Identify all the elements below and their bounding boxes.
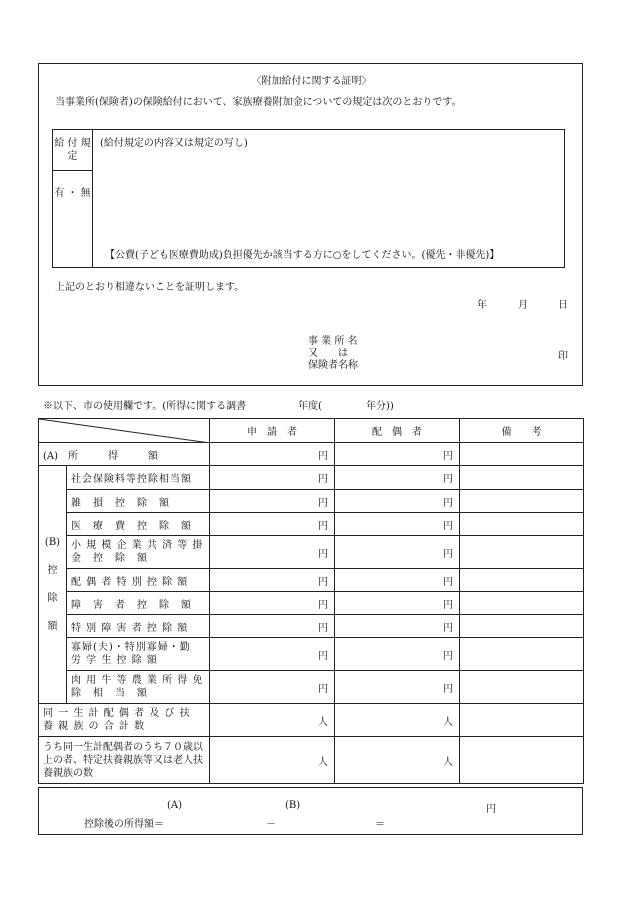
table-row xyxy=(39,536,584,569)
deduction-spouse-cell[interactable]: 円 xyxy=(335,615,460,638)
table-row xyxy=(39,671,584,704)
deduction-spouse-cell[interactable]: 円 xyxy=(335,466,460,490)
header-diagonal-cell xyxy=(39,419,210,443)
elderly-spouse-cell[interactable]: 人 xyxy=(335,737,460,784)
formula-b-label: (B) xyxy=(285,800,301,811)
table-row xyxy=(39,490,584,513)
office-line-3: 保険者名称 xyxy=(308,360,358,371)
deduction-remarks-cell[interactable] xyxy=(460,536,584,569)
deduction-label: 特 別 障 害 者 控 除 額 xyxy=(67,615,210,638)
deduction-char-1: 控 xyxy=(47,564,58,576)
provision-label: 給 付 規 定 xyxy=(54,138,91,162)
table-row xyxy=(39,638,584,671)
formula-minus: － xyxy=(266,819,276,830)
elderly-remarks-cell[interactable] xyxy=(460,737,584,784)
table-row xyxy=(39,704,584,737)
formula-box xyxy=(38,787,583,835)
deduction-applicant-cell[interactable]: 円 xyxy=(210,490,335,513)
deduction-remarks-cell[interactable] xyxy=(460,638,584,671)
table-row xyxy=(39,737,584,784)
provision-box xyxy=(52,129,565,268)
provision-yes-no[interactable]: 有 ・ 無 xyxy=(54,188,91,199)
date-year-label: 年 xyxy=(477,300,487,311)
table-row xyxy=(39,569,584,592)
deduction-remarks-cell[interactable] xyxy=(460,513,584,536)
deduction-applicant-cell[interactable]: 円 xyxy=(210,615,335,638)
deduction-char-2: 除 xyxy=(47,592,58,604)
deduction-remarks-cell[interactable] xyxy=(460,671,584,704)
date-day-label: 日 xyxy=(558,300,568,311)
dependents-applicant-cell[interactable]: 人 xyxy=(210,704,335,737)
table-row xyxy=(39,466,584,490)
table-row xyxy=(39,513,584,536)
office-line-2: 又 は xyxy=(308,348,348,359)
deduction-spouse-cell[interactable]: 円 xyxy=(335,513,460,536)
table-header-row xyxy=(39,419,584,443)
dependents-spouse-cell[interactable]: 人 xyxy=(335,704,460,737)
formula-a-label: (A) xyxy=(167,800,183,811)
city-year-label-2: 年分)) xyxy=(366,401,394,412)
deduction-label: 医 療 費 控 除 額 xyxy=(67,513,210,536)
diagonal-line xyxy=(39,419,210,443)
table-row xyxy=(39,615,584,638)
income-spouse-cell[interactable]: 円 xyxy=(335,443,460,466)
deduction-char-3: 額 xyxy=(47,620,58,632)
office-line-1: 事 業 所 名 xyxy=(308,336,358,347)
office-name-block xyxy=(308,336,358,372)
deduction-remarks-cell[interactable] xyxy=(460,490,584,513)
deduction-group-cell xyxy=(39,466,67,704)
provision-note: (給付規定の内容又は規定の写し) xyxy=(100,138,248,149)
deduction-remarks-cell[interactable] xyxy=(460,569,584,592)
deduction-spouse-cell[interactable]: 円 xyxy=(335,490,460,513)
formula-yen-unit: 円 xyxy=(486,804,496,815)
certificate-statement: 上記のとおり相違ないことを証明します。 xyxy=(55,282,245,293)
deduction-label: 肉 用 牛 等 農 業 所 得 免 除 相 当 額 xyxy=(67,671,210,704)
provision-divider xyxy=(92,130,93,267)
header-spouse: 配 偶 者 xyxy=(335,419,460,443)
table-row xyxy=(39,592,584,615)
certificate-title: 〈附加給付に関する証明〉 xyxy=(251,76,372,87)
deduction-spouse-cell[interactable]: 円 xyxy=(335,569,460,592)
date-month-label: 月 xyxy=(518,300,528,311)
formula-equals: ＝ xyxy=(375,819,385,830)
elderly-applicant-cell[interactable]: 人 xyxy=(210,737,335,784)
deduction-spouse-cell[interactable]: 円 xyxy=(335,671,460,704)
public-expense-priority[interactable]: 【公費(子ども医療費助成)負担優先か該当する方に○をしてください。(優先・非優先)】 xyxy=(105,250,500,261)
deduction-remarks-cell[interactable] xyxy=(460,592,584,615)
income-label: (A) 所 得 額 xyxy=(39,443,210,466)
formula-label: 控除後の所得額＝ xyxy=(84,819,164,830)
deduction-remarks-cell[interactable] xyxy=(460,615,584,638)
income-table xyxy=(38,418,584,784)
deduction-label: 社会保険料等控除相当額 xyxy=(67,466,210,490)
certificate-box xyxy=(38,63,583,386)
deduction-label: 障 害 者 控 除 額 xyxy=(67,592,210,615)
deduction-spouse-cell[interactable]: 円 xyxy=(335,536,460,569)
deduction-applicant-cell[interactable]: 円 xyxy=(210,536,335,569)
header-remarks: 備 考 xyxy=(460,419,584,443)
deduction-applicant-cell[interactable]: 円 xyxy=(210,638,335,671)
city-year-label: 年度( xyxy=(298,401,322,412)
deduction-applicant-cell[interactable]: 円 xyxy=(210,513,335,536)
deduction-applicant-cell[interactable]: 円 xyxy=(210,671,335,704)
table-row xyxy=(39,443,584,466)
city-use-heading: ※以下、市の使用欄です。(所得に関する調書 xyxy=(43,401,247,412)
deduction-spouse-cell[interactable]: 円 xyxy=(335,638,460,671)
deduction-label: 雑 損 控 除 額 xyxy=(67,490,210,513)
deduction-spouse-cell[interactable]: 円 xyxy=(335,592,460,615)
dependents-remarks-cell[interactable] xyxy=(460,704,584,737)
certificate-intro: 当事業所(保険者)の保険給付において、家族療養附加金についての規定は次のとおりです。 xyxy=(55,97,462,108)
deduction-applicant-cell[interactable]: 円 xyxy=(210,569,335,592)
deduction-applicant-cell[interactable]: 円 xyxy=(210,466,335,490)
deduction-applicant-cell[interactable]: 円 xyxy=(210,592,335,615)
income-applicant-cell[interactable]: 円 xyxy=(210,443,335,466)
deduction-group-label: (B) xyxy=(44,536,61,548)
dependents-label: 同 一 生 計 配 偶 者 及 び 扶 養 親 族 の 合 計 数 xyxy=(39,704,210,737)
provision-label-divider xyxy=(53,170,92,171)
header-applicant: 申 請 者 xyxy=(210,419,335,443)
deduction-remarks-cell[interactable] xyxy=(460,466,584,490)
elderly-dependents-label: うち同一生計配偶者のうち７０歳以上の者、特定扶養親族等又は老人扶養親族の数 xyxy=(39,737,210,784)
deduction-label: 寡婦(夫)・特別寡婦・勤 労 学 生 控 除 額 xyxy=(67,638,210,671)
income-remarks-cell[interactable] xyxy=(460,443,584,466)
seal-mark: 印 xyxy=(558,351,568,362)
deduction-label: 配 偶 者 特 別 控 除 額 xyxy=(67,569,210,592)
deduction-label: 小 規 模 企 業 共 済 等 掛 金 控 除 額 xyxy=(67,536,210,569)
